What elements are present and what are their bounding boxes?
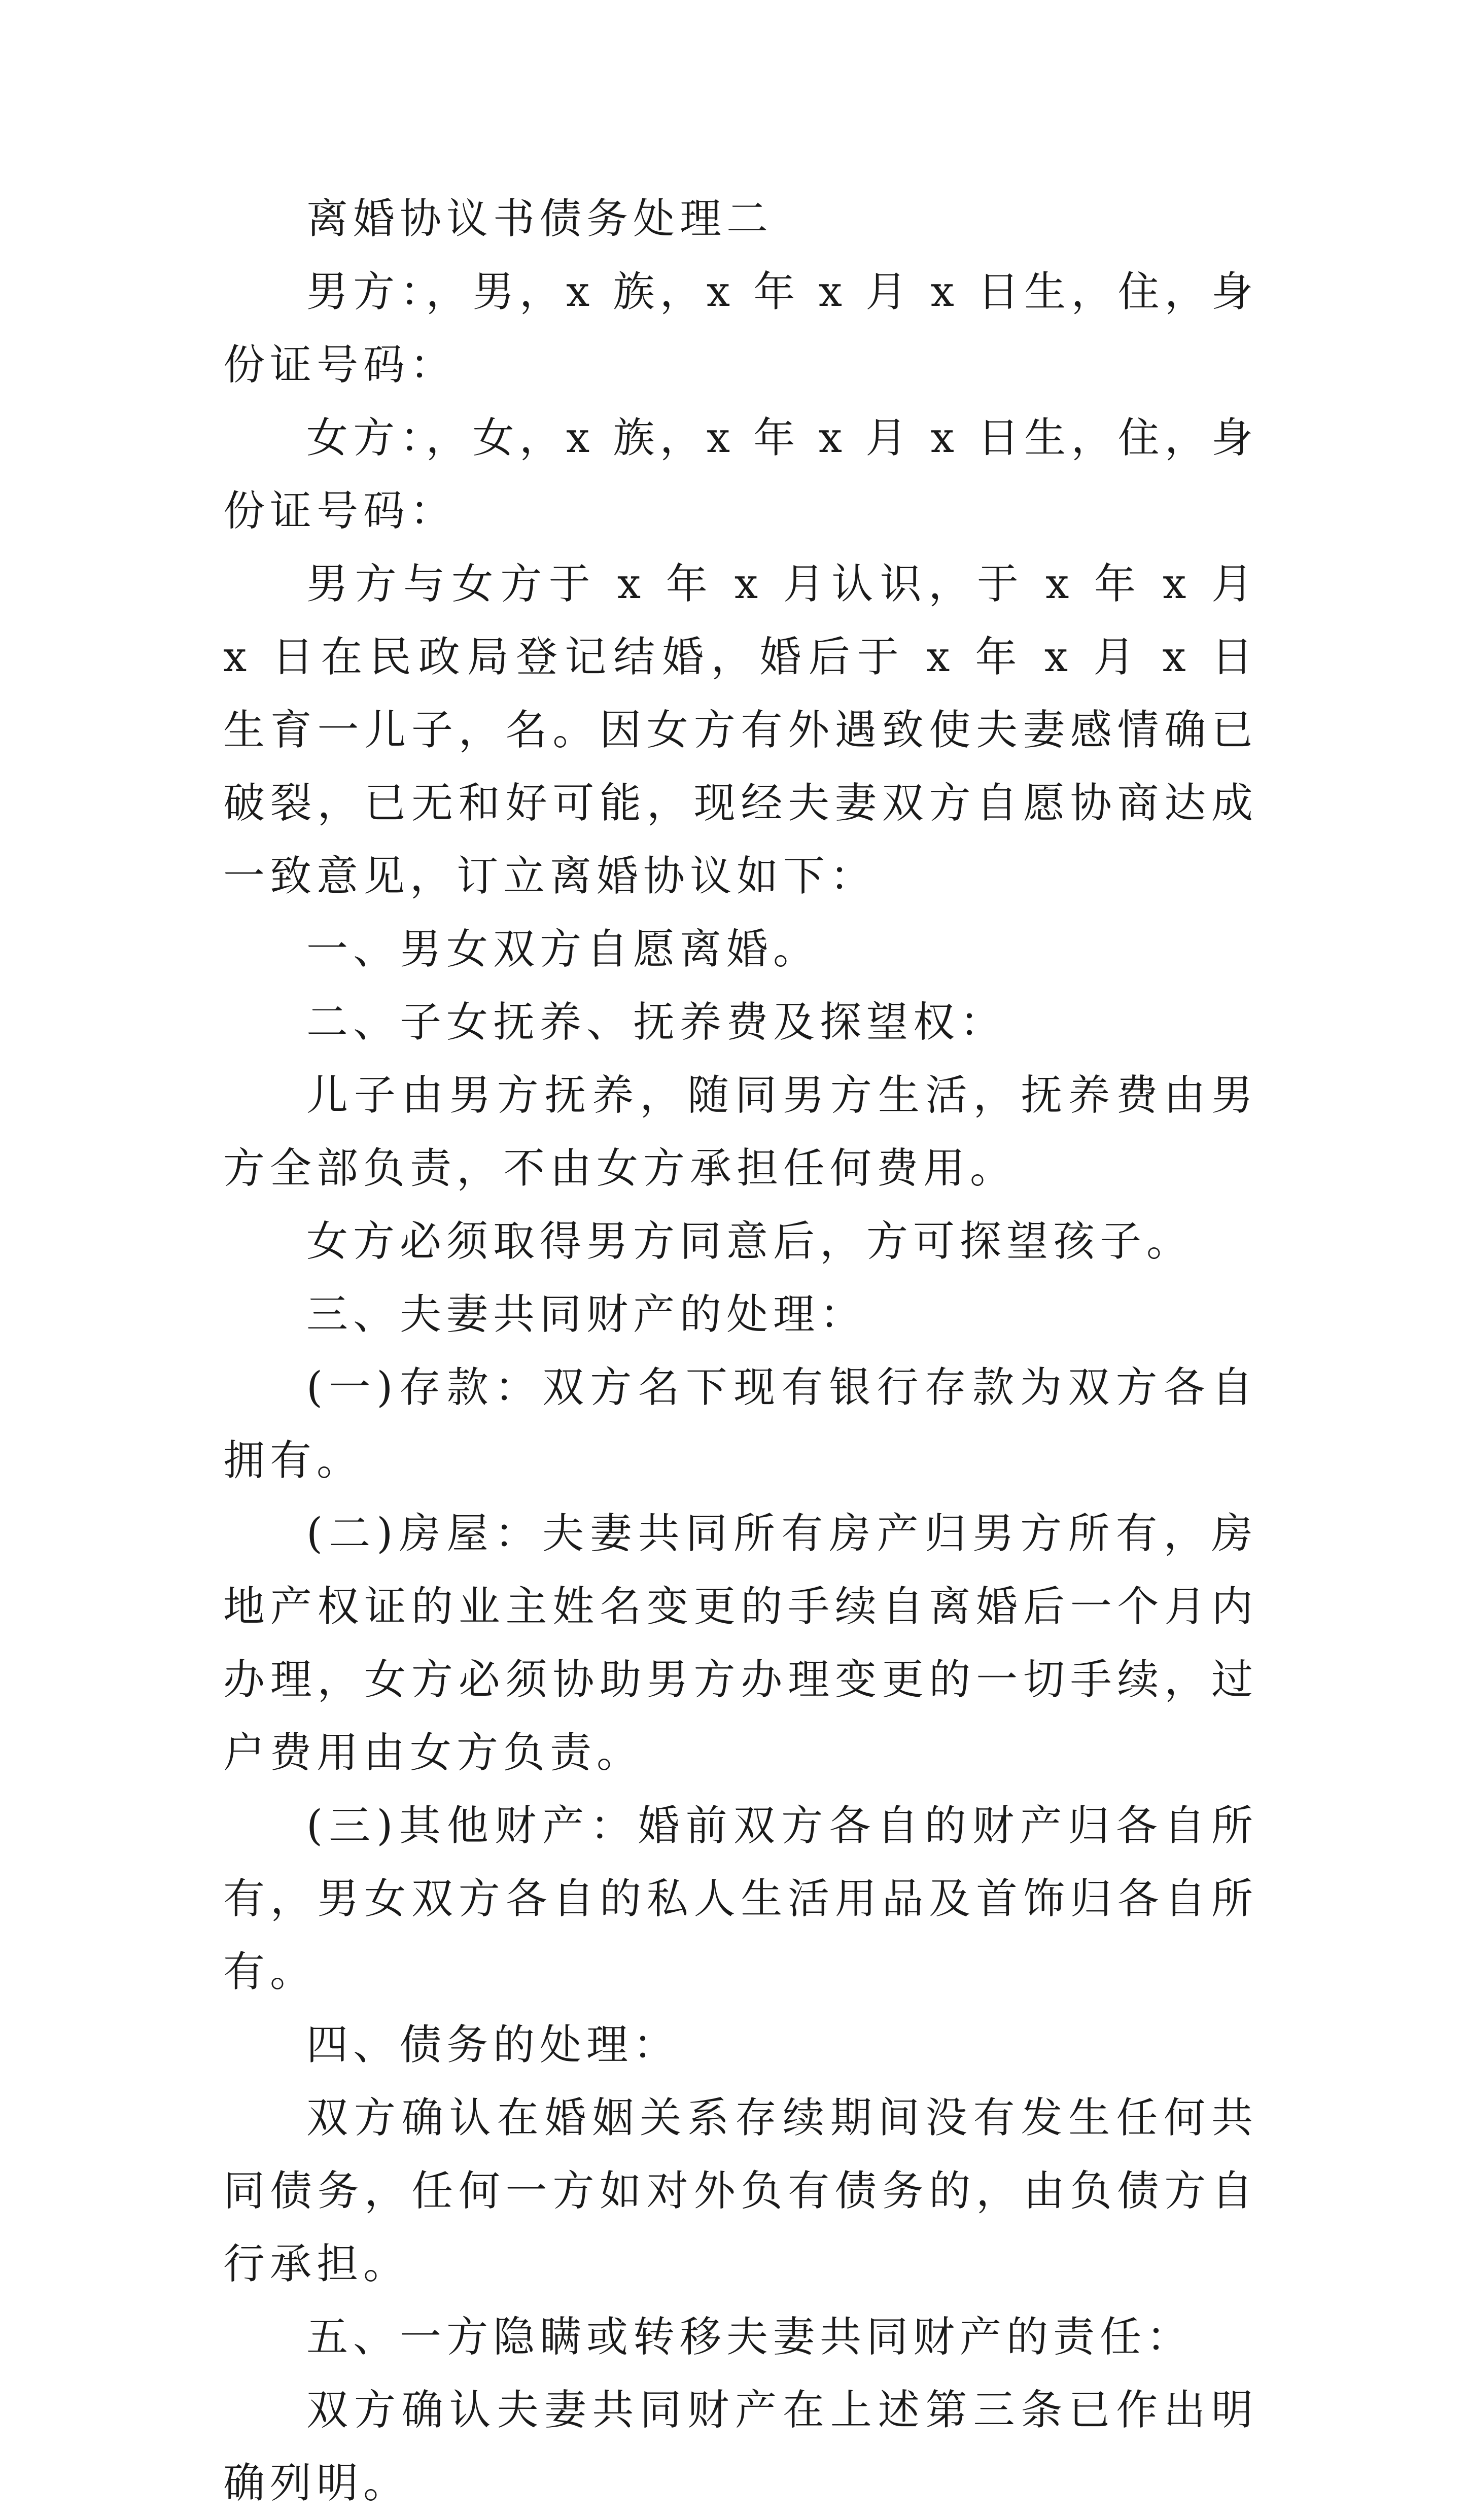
paragraph-debts: 双方确认在婚姻关系存续期间没有发生任何共同债务，任何一方如对外负有债务的，由负债方自行承担。 [223, 2094, 1258, 2288]
paragraph-section-3-heading: 三、夫妻共同财产的处理： [306, 1290, 867, 1339]
paragraph-custody: 儿子由男方抚养，随同男方生活，抚养费由男方全部负责，不由女方承担任何费用。 [223, 1071, 1258, 1193]
paragraph-section-2-heading: 二、子女抚养、抚养费及探望权： [306, 998, 1007, 1046]
paragraph-section-1: 一、男女双方自愿离婚。 [306, 925, 820, 973]
paragraph-visitation: 女方必须取得男方同意后，方可探望孩子。 [306, 1217, 1194, 1266]
document-title: 离婚协议书债务处理二 [306, 195, 774, 243]
paragraph-section-4-heading: 四、债务的处理： [306, 2021, 680, 2069]
paragraph-male-party: 男方：，男，x 族，x 年 x 月 x 日生，住，身份证号码： [223, 268, 1258, 389]
paragraph-deposits: (一)存款：双方名下现有银行存款为双方各自拥有。 [223, 1363, 1258, 1485]
paragraph-female-party: 女方：，女，x 族，x 年 x 月 x 日生，住，身份证号码： [223, 414, 1258, 535]
paragraph-other-property: (三)其他财产：婚前双方各自的财产归各自所有，男女双方各自的私人生活用品及首饰归各自所有。 [223, 1802, 1258, 1996]
paragraph-background: 男方与女方于 x 年 x 月认识，于 x 年 x 月 x 日在民政局登记结婚，婚后于 x 年 x 月 x 日生育一儿子，名。因女方有外遇致使夫妻感情确已破裂，已无和好可能，现经夫妻双方自愿协商达成一致意见，订立离婚协议如下： [223, 560, 1258, 900]
document-body [223, 183, 1258, 2520]
paragraph-property-confirmation: 双方确认夫妻共同财产在上述第三条已作出明确列明。 [223, 2386, 1258, 2507]
paragraph-housing: (二)房屋：夫妻共同所有房产归男方所有，房地产权证的业主姓名变更的手续自离婚后一个月内办理，女方必须协助男方办理变更的一切手续，过户费用由女方负责。 [223, 1510, 1258, 1777]
paragraph-section-5-heading: 五、一方隐瞒或转移夫妻共同财产的责任： [306, 2313, 1194, 2361]
